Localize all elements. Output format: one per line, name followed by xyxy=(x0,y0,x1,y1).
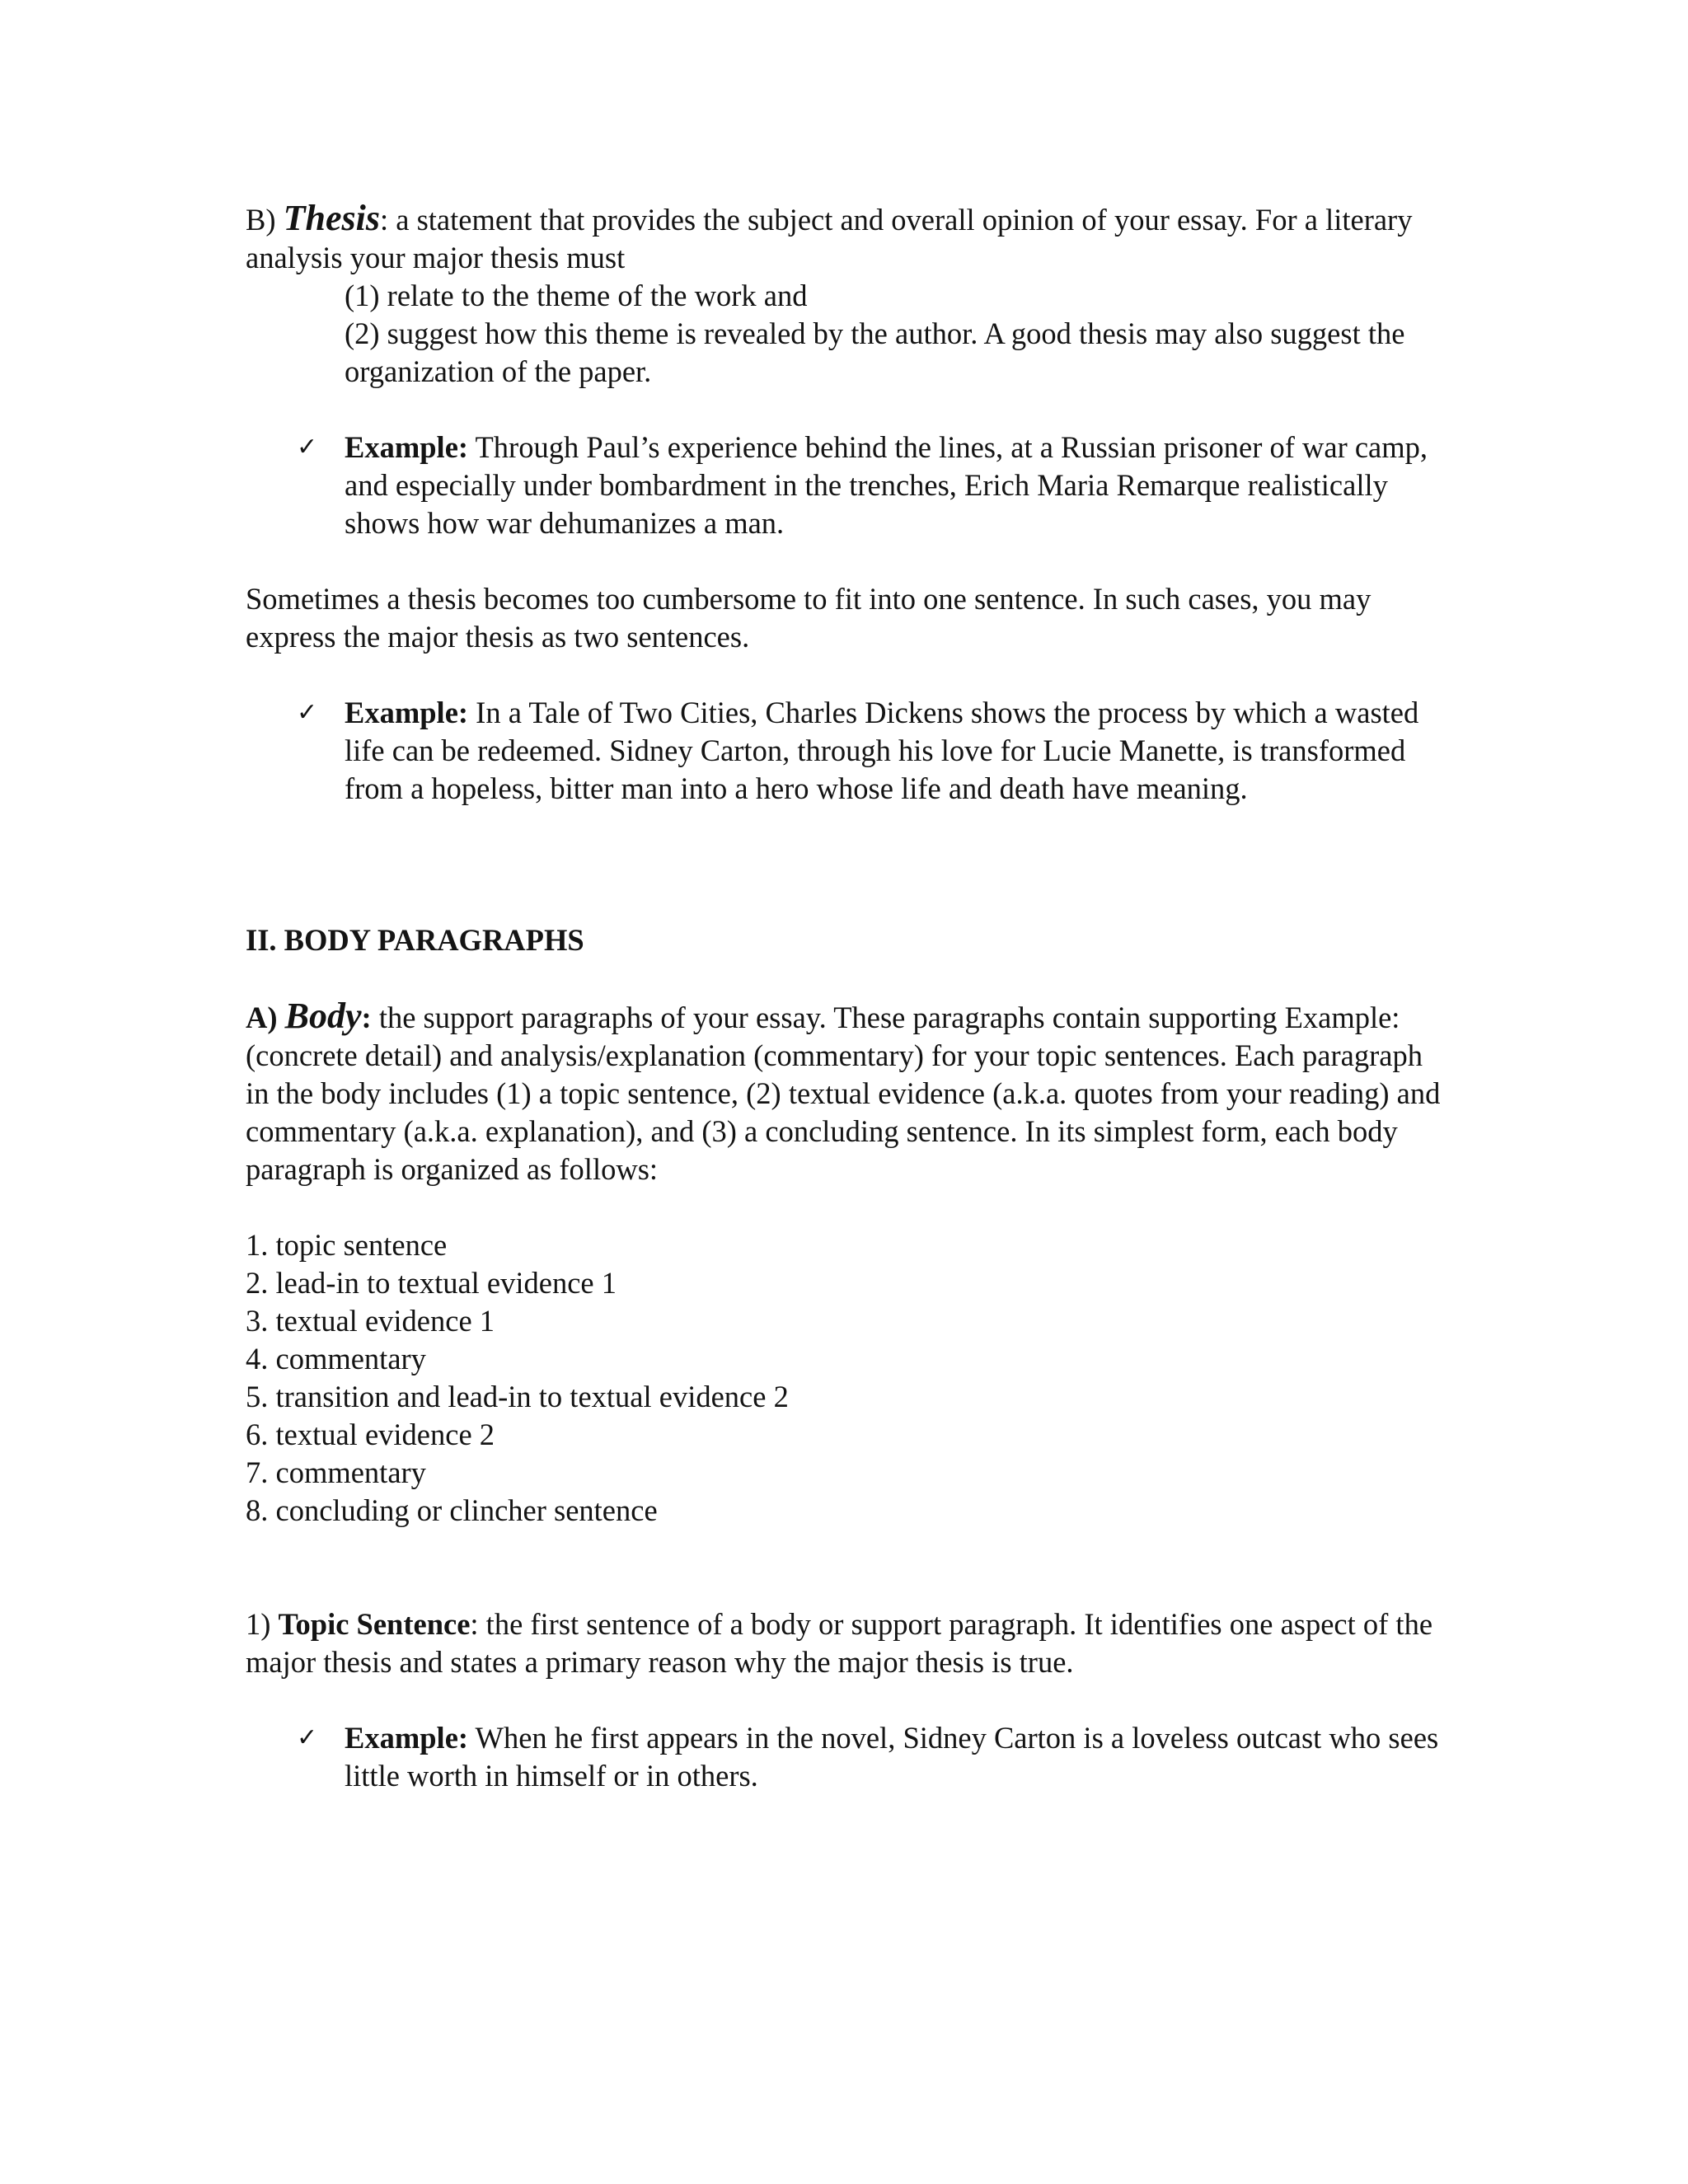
list-item: 4. commentary xyxy=(246,1342,426,1376)
body-definition xyxy=(246,997,1441,1188)
list-item: 1. topic sentence xyxy=(246,1228,448,1262)
thesis-term: Thesis xyxy=(283,198,380,238)
example-text: Through Paul’s experience behind the lines, at a Russian prisoner of war camp, and especially under bombardment in the trenches, Erich Maria Remarque realistically shows how war dehumanizes a man. xyxy=(345,430,1428,540)
example-label: Example: xyxy=(345,1721,469,1755)
topic-sentence-definition xyxy=(246,1605,1441,1681)
body-colon: : xyxy=(361,1001,372,1034)
topic-sentence-example xyxy=(246,1719,1441,1795)
example-label: Example: xyxy=(345,696,469,729)
checkmark-icon: ✓ xyxy=(297,1723,318,1752)
checkmark-icon: ✓ xyxy=(297,698,318,727)
thesis-definition xyxy=(246,199,1441,277)
thesis-criterion-1: (1) relate to the theme of the work and xyxy=(345,279,808,312)
section-heading-body-paragraphs: II. BODY PARAGRAPHS xyxy=(246,923,584,957)
list-item: 2. lead-in to textual evidence 1 xyxy=(246,1266,617,1300)
topic-term: Topic Sentence xyxy=(278,1607,471,1641)
thesis-definition-text: : a statement that provides the subject and overall opinion of your essay. For a literary analysis your major thesis must xyxy=(246,203,1413,274)
thesis-note: Sometimes a thesis becomes too cumbersome to fit into one sentence. In such cases, you may express the major thesis as two sentences. xyxy=(246,582,1372,654)
topic-definition-text: : the first sentence of a body or support paragraph. It identifies one aspect of the major thesis and states a primary reason why the major thesis is true. xyxy=(246,1607,1433,1679)
thesis-criterion-2: (2) suggest how this theme is revealed by the author. A good thesis may also suggest the organization of the paper. xyxy=(345,316,1405,388)
list-item: 6. textual evidence 2 xyxy=(246,1418,495,1451)
list-item: 7. commentary xyxy=(246,1455,426,1489)
list-item: 8. concluding or clincher sentence xyxy=(246,1493,658,1527)
thesis-prefix: B) xyxy=(246,203,284,237)
body-definition-text: the support paragraphs of your essay. These paragraphs contain supporting Example: (concrete detail) and analysis/explanation (commentary) for your topic sentences. Each paragraph in the body includes (1) a topic sentence, (2) textual evidence (a.k.a. quotes from your reading) and commentary (a.k.a. explanation), and (3) a concluding sentence. In its simplest form, each body paragraph is organized as follows: xyxy=(246,1001,1441,1186)
example-text: When he first appears in the novel, Sidney Carton is a loveless outcast who sees little worth in himself or in others. xyxy=(345,1721,1439,1793)
list-item: 3. textual evidence 1 xyxy=(246,1304,495,1338)
thesis-example-1 xyxy=(246,429,1441,542)
topic-prefix: 1) xyxy=(246,1607,279,1641)
example-label: Example: xyxy=(345,430,469,464)
body-term: Body xyxy=(284,996,362,1036)
checkmark-icon: ✓ xyxy=(297,433,318,462)
thesis-example-2 xyxy=(246,694,1441,808)
list-item: 5. transition and lead-in to textual evidence 2 xyxy=(246,1380,789,1413)
thesis-criteria xyxy=(246,277,1441,391)
body-prefix: A) xyxy=(246,1001,285,1034)
example-text: In a Tale of Two Cities, Charles Dickens shows the process by which a wasted life can be redeemed. Sidney Carton, through his love for Lucie Manette, is transformed from a hopeless, bitter man into a hero whose life and death have meaning. xyxy=(345,696,1419,805)
document-page xyxy=(246,199,1441,1795)
body-steps-list xyxy=(246,1226,1441,1530)
